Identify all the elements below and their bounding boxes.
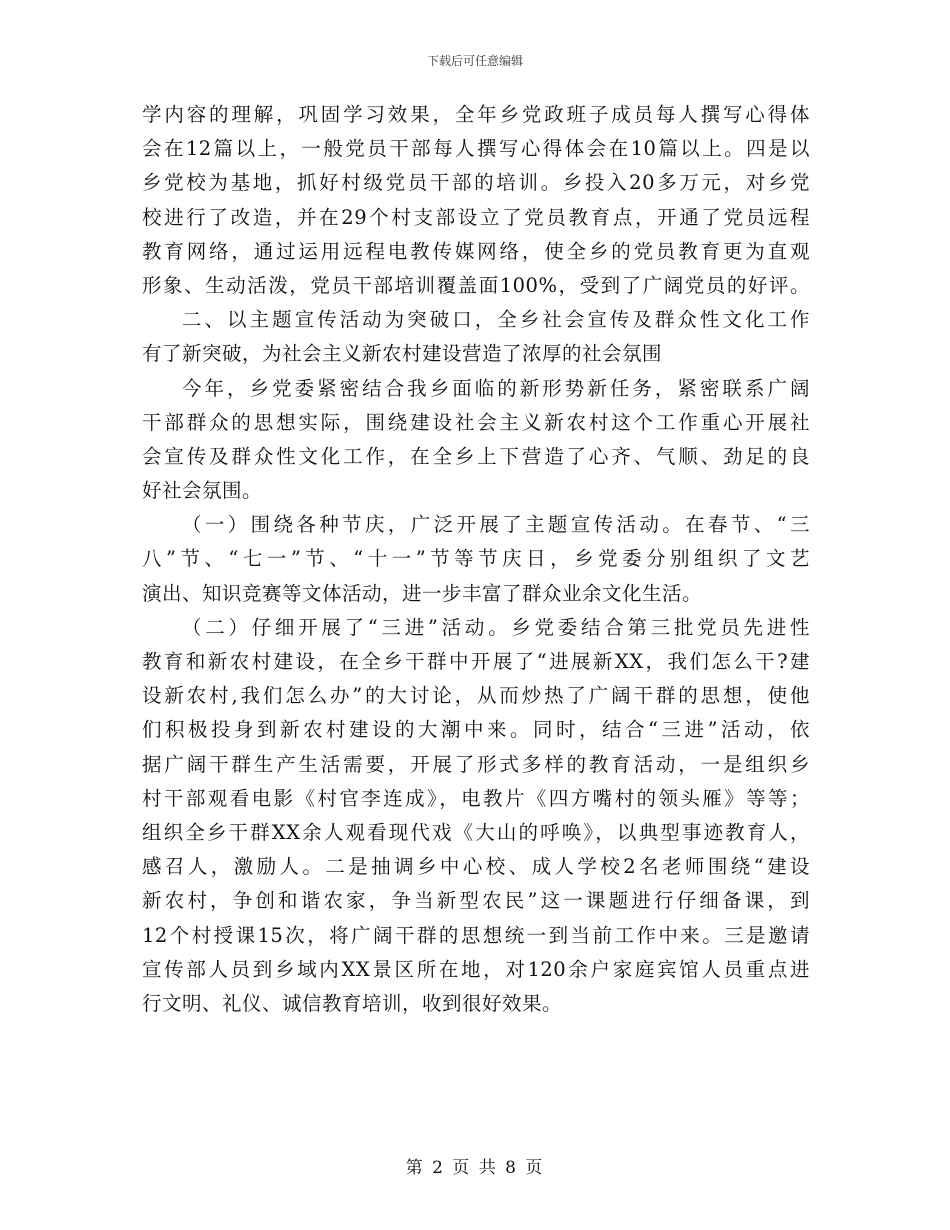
text-line: 教育网络，通过运用远程电教传媒网络，使全乡的党员教育更为直观 [142, 239, 810, 263]
page-number: 第 2 页 共 8 页 [405, 1158, 545, 1178]
text-line: 们积极投身到新农村建设的大潮中来。同时，结合“三进”活动，依 [142, 718, 810, 742]
text-line: （一）围绕各种节庆，广泛开展了主题宣传活动。在春节、“三 [182, 513, 810, 537]
text-line: 教育和新农村建设，在全乡干群中开展了“进展新XX，我们怎么干?建 [142, 650, 810, 673]
text-line: （二）仔细开展了“三进”活动。乡党委结合第三批党员先进性 [182, 615, 810, 639]
text-line: 行文明、礼仪、诚信教育培训，收到很好效果。 [142, 991, 563, 1015]
text-line: 会在12篇以上，一般党员干部每人撰写心得体会在10篇以上。四是以 [142, 137, 810, 161]
text-line: 形象、生动活泼，党员干部培训覆盖面100%，受到了广阔党员的好评。 [142, 273, 810, 297]
paragraph [142, 611, 810, 1021]
text-line: 今年，乡党委紧密结合我乡面临的新形势新任务，紧密联系广阔 [182, 376, 810, 400]
text-line: 校进行了改造，并在29个村支部设立了党员教育点，开通了党员远程 [142, 205, 810, 229]
text-line: 会宣传及群众性文化工作，在全乡上下营造了心齐、气顺、劲足的良 [142, 444, 810, 468]
text-line: 设新农村,我们怎么办”的大讨论，从而炒热了广阔干群的思想，使他 [142, 684, 810, 708]
paragraph [142, 98, 810, 303]
text-line: 新农村，争创和谐农家，争当新型农民”这一课题进行仔细备课，到 [142, 889, 810, 913]
paragraph [142, 372, 810, 509]
text-line: 干部群众的思想实际，围绕建设社会主义新农村这个工作重心开展社 [142, 410, 810, 434]
text-line: 八”节、“七一”节、“十一”节等节庆日，乡党委分别组织了文艺 [142, 547, 810, 571]
text-line: 学内容的理解，巩固学习效果，全年乡党政班子成员每人撰写心得体 [142, 103, 810, 126]
text-line: 12个村授课15次，将广阔干群的思想统一到当前工作中来。三是邀请 [142, 923, 810, 947]
page-header: 下载后可任意编辑 [426, 54, 523, 68]
text-line: 组织全乡干群XX余人观看现代戏《大山的呼唤》，以典型事迹教育人， [142, 820, 810, 844]
text-line: 乡党校为基地，抓好村级党员干部的培训。乡投入20多万元，对乡党 [142, 171, 810, 195]
document-body [142, 98, 810, 1021]
text-line: 村干部观看电影《村官李连成》，电教片《四方嘴村的领头雁》等等； [142, 786, 810, 810]
text-line: 有了新突破，为社会主义新农村建设营造了浓厚的社会氛围 [142, 342, 663, 366]
text-line: 演出、知识竞赛等文体活动，进一步丰富了群众业余文化生活。 [142, 581, 703, 605]
text-line: 据广阔干群生产生活需要，开展了形式多样的教育活动，一是组织乡 [142, 752, 810, 776]
text-line: 好社会氛围。 [142, 479, 263, 503]
text-line: 宣传部人员到乡域内XX景区所在地，对120余户家庭宾馆人员重点进 [142, 957, 810, 981]
paragraph [142, 508, 810, 611]
text-line: 感召人，激励人。二是抽调乡中心校、成人学校2名老师围绕“建设 [142, 855, 810, 879]
section-heading [142, 303, 810, 371]
text-line: 二、以主题宣传活动为突破口，全乡社会宣传及群众性文化工作 [182, 308, 810, 332]
